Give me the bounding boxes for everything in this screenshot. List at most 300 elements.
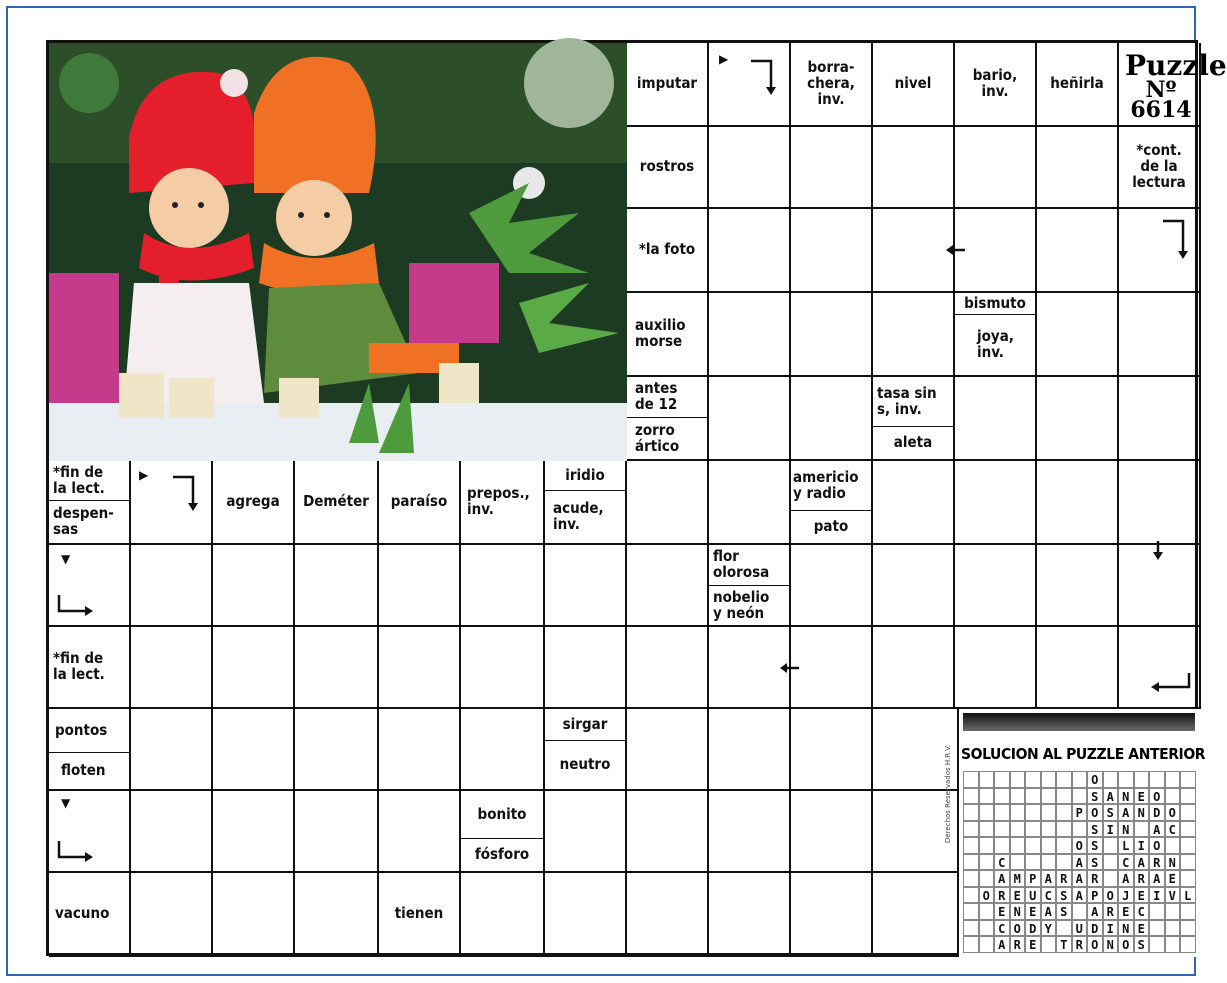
answer-cell[interactable]: [131, 545, 213, 627]
solution-cell: P: [1025, 870, 1041, 887]
clue-cell: [873, 43, 955, 127]
solution-cell: [1041, 837, 1057, 854]
solution-cell: I: [1149, 887, 1165, 904]
solution-cell: J: [1118, 887, 1134, 904]
solution-cell: A: [1072, 887, 1088, 904]
split-clue-cell: [955, 293, 1037, 377]
clue-cell: [379, 873, 461, 957]
solution-cell: A: [1072, 870, 1088, 887]
solution-cell: [1010, 854, 1026, 871]
solution-cell: A: [1134, 854, 1150, 871]
solution-heading: SOLUCION AL PUZZLE ANTERIOR: [961, 745, 1206, 763]
solution-cell: R: [1103, 903, 1119, 920]
clue-iridio: iridio: [545, 461, 625, 491]
answer-cell[interactable]: [379, 791, 461, 873]
clue-sirgar: sirgar: [545, 709, 625, 741]
solution-cell: [994, 821, 1010, 838]
clue-tasa: tasa sin s, inv.: [873, 377, 953, 427]
solution-cell: O: [1087, 936, 1103, 953]
solution-cell: [1180, 837, 1196, 854]
arrow-down-icon: ▼: [61, 796, 71, 810]
solution-cell: [979, 804, 995, 821]
answer-cell[interactable]: [873, 127, 955, 209]
copyright-credit: Derechos Reservados H.R.V.: [944, 744, 952, 843]
solution-cell: O: [1087, 804, 1103, 821]
clue-pato: pato: [813, 517, 849, 536]
solution-cell: N: [1165, 854, 1181, 871]
solution-cell: [1056, 920, 1072, 937]
answer-cell[interactable]: [709, 209, 791, 293]
solution-cell: R: [1072, 936, 1088, 953]
clue-cell: [627, 293, 709, 377]
answer-cell[interactable]: [955, 461, 1037, 545]
split-clue-cell: [545, 461, 627, 545]
clue-cell: [295, 461, 379, 545]
solution-cell: [1180, 804, 1196, 821]
arrow-left-icon: [779, 661, 801, 675]
answer-cell[interactable]: [1119, 293, 1201, 377]
split-clue-cell: [49, 461, 131, 545]
solution-cell: [1134, 771, 1150, 788]
solution-cell: D: [1025, 920, 1041, 937]
solution-cell: N: [1010, 903, 1026, 920]
clue-cell: [1037, 43, 1119, 127]
clue-rostros: rostros: [639, 157, 695, 176]
solution-cell: N: [1103, 936, 1119, 953]
answer-cell[interactable]: [213, 545, 295, 627]
solution-cell: T: [1056, 936, 1072, 953]
solution-cell: [1056, 837, 1072, 854]
solution-cell: O: [1072, 837, 1088, 854]
solution-cell: A: [994, 936, 1010, 953]
solution-cell: C: [1134, 903, 1150, 920]
solution-cell: [1041, 771, 1057, 788]
solution-cell: [1041, 936, 1057, 953]
clue-vacuno: vacuno: [55, 904, 110, 923]
solution-cell: [1180, 920, 1196, 937]
split-clue-cell: [873, 377, 955, 461]
solution-cell: [1149, 936, 1165, 953]
solution-cell: A: [1149, 821, 1165, 838]
answer-cell[interactable]: [1037, 461, 1119, 545]
solution-cell: O: [1010, 920, 1026, 937]
solution-cell: [963, 804, 979, 821]
solution-cell: [1041, 854, 1057, 871]
answer-cell[interactable]: [545, 627, 627, 709]
clue-bario: bario, inv.: [972, 66, 1018, 100]
arrow-down-icon: ▼: [61, 552, 71, 566]
clue-la-foto: *la foto: [638, 240, 696, 259]
solution-cell: [1056, 771, 1072, 788]
solution-cell: [979, 821, 995, 838]
answer-cell[interactable]: [709, 127, 791, 209]
solution-cell: E: [1118, 903, 1134, 920]
answer-cell[interactable]: [873, 627, 955, 709]
solution-cell: E: [994, 903, 1010, 920]
split-clue-cell: [791, 461, 873, 545]
answer-cell[interactable]: [791, 293, 873, 377]
solution-cell: A: [1149, 870, 1165, 887]
solution-cell: S: [1103, 804, 1119, 821]
solution-cell: [1103, 854, 1119, 871]
clue-paraiso: paraíso: [390, 492, 448, 511]
arrow-down-turn-icon: [1161, 217, 1191, 261]
answer-cell[interactable]: [627, 545, 709, 627]
answer-cell[interactable]: [709, 873, 791, 957]
solution-cell: N: [1118, 920, 1134, 937]
clue-cell: [955, 43, 1037, 127]
answer-cell[interactable]: [1037, 209, 1119, 293]
answer-cell[interactable]: [791, 709, 873, 791]
answer-cell[interactable]: [709, 377, 791, 461]
clue-cell: [461, 461, 545, 545]
clue-pontos: pontos: [49, 709, 129, 753]
solution-cell: [1025, 854, 1041, 871]
solution-cell: A: [1118, 804, 1134, 821]
solution-cell: O: [1118, 936, 1134, 953]
solution-cell: [1180, 854, 1196, 871]
solution-cell: [1180, 870, 1196, 887]
solution-cell: [1165, 903, 1181, 920]
answer-cell[interactable]: [955, 545, 1037, 627]
split-clue-cell: [627, 377, 709, 461]
solution-cell: [1165, 771, 1181, 788]
answer-cell[interactable]: [213, 627, 295, 709]
solution-cell: [1056, 821, 1072, 838]
clue-borrachera: borra- chera, inv.: [807, 58, 855, 108]
answer-cell[interactable]: [955, 377, 1037, 461]
solution-cell: [963, 854, 979, 871]
answer-cell[interactable]: [627, 461, 709, 545]
split-clue-cell: [461, 791, 545, 873]
answer-cell[interactable]: [873, 873, 959, 957]
arrow-right-turn-icon: [55, 839, 95, 865]
solution-cell: [1056, 804, 1072, 821]
solution-cell: R: [1010, 936, 1026, 953]
solution-cell: C: [994, 920, 1010, 937]
solution-cell: [1056, 788, 1072, 805]
solution-cell: Y: [1041, 920, 1057, 937]
clue-cell: [627, 209, 709, 293]
clue-fin-lect-2: *fin de la lect.: [53, 649, 105, 683]
answer-cell[interactable]: [955, 627, 1037, 709]
clue-henirla: heñirla: [1050, 74, 1104, 93]
answer-cell[interactable]: [873, 293, 955, 377]
answer-cell[interactable]: [791, 791, 873, 873]
answer-cell[interactable]: [791, 377, 873, 461]
answer-cell[interactable]: [461, 627, 545, 709]
clue-zorro: zorro ártico: [635, 420, 680, 455]
solution-cell: [979, 936, 995, 953]
solution-cell: [1103, 771, 1119, 788]
solution-cell: [979, 920, 995, 937]
solution-cell: [1165, 920, 1181, 937]
solution-cell: [979, 870, 995, 887]
solution-cell: [1010, 837, 1026, 854]
solution-cell: D: [1149, 804, 1165, 821]
answer-cell[interactable]: [627, 709, 709, 791]
answer-cell[interactable]: [379, 627, 461, 709]
solution-cell: A: [1118, 870, 1134, 887]
clue-fosforo: fósforo: [474, 845, 530, 864]
clue-flor: flor olorosa: [709, 545, 789, 586]
arrow-cell: [131, 461, 213, 545]
answer-cell[interactable]: [131, 709, 213, 791]
answer-cell[interactable]: [295, 627, 379, 709]
arrow-cell: [49, 791, 131, 873]
answer-cell[interactable]: [213, 873, 295, 957]
answer-cell[interactable]: [1119, 627, 1201, 709]
solution-cell: R: [1134, 870, 1150, 887]
clue-floten: floten: [61, 761, 106, 780]
answer-cell[interactable]: [791, 209, 873, 293]
solution-cell: [1010, 771, 1026, 788]
answer-cell[interactable]: [1119, 377, 1201, 461]
answer-cell[interactable]: [461, 545, 545, 627]
solution-cell: A: [1041, 870, 1057, 887]
clue-neutro: neutro: [559, 755, 611, 774]
solution-cell: A: [994, 870, 1010, 887]
clue-cell: [379, 461, 461, 545]
answer-cell[interactable]: [213, 709, 295, 791]
solution-cell: [1025, 804, 1041, 821]
solution-cell: [1072, 771, 1088, 788]
answer-cell[interactable]: [873, 209, 955, 293]
solution-cell: [1010, 788, 1026, 805]
solution-cell: [994, 788, 1010, 805]
answer-cell[interactable]: [709, 709, 791, 791]
solution-cell: [1010, 821, 1026, 838]
solution-cell: S: [1087, 837, 1103, 854]
answer-cell[interactable]: [131, 873, 213, 957]
solution-cell: I: [1134, 837, 1150, 854]
answer-cell[interactable]: [295, 545, 379, 627]
answer-cell[interactable]: [1119, 209, 1201, 293]
solution-header-bar: [963, 713, 1195, 731]
answer-cell[interactable]: [709, 461, 791, 545]
clue-cell: [213, 461, 295, 545]
solution-cell: L: [1118, 837, 1134, 854]
solution-cell: V: [1165, 887, 1181, 904]
arrow-right-icon: ▶: [139, 468, 149, 482]
arrow-left-turn-icon: [1149, 671, 1193, 695]
clue-cell: [1119, 127, 1201, 209]
solution-cell: R: [994, 887, 1010, 904]
solution-cell: [1180, 788, 1196, 805]
clue-acude: acude, inv.: [553, 499, 604, 533]
answer-cell[interactable]: [1119, 461, 1201, 545]
solution-cell: [1025, 788, 1041, 805]
clue-tienen: tienen: [394, 904, 444, 923]
clue-imputar: imputar: [636, 74, 698, 93]
answer-cell[interactable]: [709, 791, 791, 873]
answer-cell[interactable]: [545, 873, 627, 957]
solution-cell: A: [1041, 903, 1057, 920]
solution-cell: I: [1103, 920, 1119, 937]
solution-cell: [1149, 920, 1165, 937]
solution-cell: S: [1056, 903, 1072, 920]
solution-cell: [979, 837, 995, 854]
solution-cell: [1103, 837, 1119, 854]
christmas-dolls-illustration: [49, 43, 627, 461]
split-clue-cell: [545, 709, 627, 791]
solution-cell: O: [1149, 837, 1165, 854]
solution-cell: [1025, 821, 1041, 838]
solution-cell: S: [1087, 788, 1103, 805]
answer-cell[interactable]: [295, 791, 379, 873]
solution-cell: A: [1103, 788, 1119, 805]
clue-nobelio: nobelio y neón: [713, 587, 770, 622]
clue-agrega: agrega: [226, 492, 280, 511]
solution-cell: A: [1072, 854, 1088, 871]
solution-cell: [1180, 936, 1196, 953]
puzzle-photo: [49, 43, 627, 461]
solution-cell: R: [1056, 870, 1072, 887]
solution-cell: [1149, 903, 1165, 920]
solution-cell: N: [1118, 821, 1134, 838]
answer-cell[interactable]: [1037, 545, 1119, 627]
clue-americio: americio y radio: [791, 461, 871, 511]
solution-cell: [1180, 821, 1196, 838]
solution-cell: O: [1087, 771, 1103, 788]
answer-cell[interactable]: [627, 791, 709, 873]
solution-cell: [1149, 771, 1165, 788]
answer-cell[interactable]: [1037, 377, 1119, 461]
answer-cell[interactable]: [791, 127, 873, 209]
solution-cell: R: [1087, 870, 1103, 887]
split-clue-cell: [49, 709, 131, 791]
solution-cell: M: [1010, 870, 1026, 887]
clue-fin-lect-1: *fin de la lect.: [49, 461, 129, 501]
clue-cell: [791, 43, 873, 127]
solution-cell: [1025, 837, 1041, 854]
answer-cell[interactable]: [1037, 293, 1119, 377]
answer-cell[interactable]: [627, 873, 709, 957]
answer-cell[interactable]: [131, 791, 213, 873]
answer-cell[interactable]: [461, 873, 545, 957]
answer-cell[interactable]: [873, 461, 955, 545]
solution-cell: S: [1056, 887, 1072, 904]
solution-cell: [1103, 870, 1119, 887]
solution-cell: N: [1134, 804, 1150, 821]
answer-cell[interactable]: [1037, 127, 1119, 209]
solution-cell: [963, 788, 979, 805]
solution-cell: [1041, 821, 1057, 838]
arrow-right-icon: ▶: [719, 52, 729, 66]
clue-bismuto: bismuto: [955, 293, 1035, 315]
answer-cell[interactable]: [545, 545, 627, 627]
solution-cell: [1118, 771, 1134, 788]
solution-cell: O: [1165, 804, 1181, 821]
solution-cell: O: [1149, 788, 1165, 805]
clue-cell: [49, 627, 131, 709]
arrow-right-turn-icon: [55, 593, 95, 619]
answer-cell[interactable]: [709, 293, 791, 377]
puzzle-board: [46, 40, 1227, 956]
solution-cell: [963, 887, 979, 904]
solution-cell: [1165, 936, 1181, 953]
answer-cell[interactable]: [379, 709, 461, 791]
arrow-down-turn-icon: [749, 57, 779, 97]
solution-cell: [1180, 903, 1196, 920]
answer-cell[interactable]: [1119, 545, 1201, 627]
puzzle-number: Nº 6614: [1130, 76, 1192, 124]
clue-joya: joya, inv.: [977, 327, 1014, 361]
solution-cell: [1072, 788, 1088, 805]
solution-cell: [1010, 804, 1026, 821]
clue-despensas: despen- sas: [53, 504, 114, 538]
answer-cell[interactable]: [379, 545, 461, 627]
answer-cell[interactable]: [213, 791, 295, 873]
clue-prepos: prepos., inv.: [467, 484, 530, 518]
solution-cell: E: [1134, 887, 1150, 904]
clue-antes12: antes de 12: [627, 377, 707, 418]
solution-cell: C: [994, 854, 1010, 871]
solution-cell: C: [1118, 854, 1134, 871]
answer-cell[interactable]: [791, 627, 873, 709]
answer-cell[interactable]: [955, 209, 1037, 293]
arrow-left-icon: [945, 243, 967, 257]
answer-cell[interactable]: [873, 545, 955, 627]
clue-cell: [627, 43, 709, 127]
solution-cell: R: [1149, 854, 1165, 871]
solution-cell: C: [1165, 821, 1181, 838]
solution-cell: [979, 903, 995, 920]
solution-cell: E: [1025, 936, 1041, 953]
answer-cell[interactable]: [295, 873, 379, 957]
answer-cell[interactable]: [461, 709, 545, 791]
clue-demeter: Deméter: [303, 492, 369, 511]
solution-cell: [963, 821, 979, 838]
solution-cell: U: [1025, 887, 1041, 904]
solution-cell: [963, 870, 979, 887]
solution-cell: D: [1087, 920, 1103, 937]
solution-cell: [963, 903, 979, 920]
solution-cell: [979, 854, 995, 871]
solution-cell: [1041, 788, 1057, 805]
arrow-cell: [49, 545, 131, 627]
clue-cell: [627, 127, 709, 209]
solution-cell: [963, 837, 979, 854]
answer-cell[interactable]: [545, 791, 627, 873]
puzzle-title-word: Puzzle: [1125, 49, 1227, 82]
solution-cell: [1056, 854, 1072, 871]
answer-cell[interactable]: [791, 545, 873, 627]
solution-cell: P: [1087, 887, 1103, 904]
solution-cell: [963, 936, 979, 953]
solution-cell: E: [1010, 887, 1026, 904]
answer-cell[interactable]: [1037, 627, 1119, 709]
answer-cell[interactable]: [955, 127, 1037, 209]
answer-cell[interactable]: [295, 709, 379, 791]
solution-cell: C: [1041, 887, 1057, 904]
solution-cell: [1041, 804, 1057, 821]
solution-cell: [994, 837, 1010, 854]
solution-cell: [1165, 837, 1181, 854]
solution-cell: [979, 771, 995, 788]
clue-cell: [49, 873, 131, 957]
solution-cell: [1025, 771, 1041, 788]
answer-cell[interactable]: [131, 627, 213, 709]
solution-cell: [963, 771, 979, 788]
answer-cell[interactable]: [791, 873, 873, 957]
solution-cell: L: [1180, 887, 1196, 904]
answer-cell[interactable]: [627, 627, 709, 709]
solution-cell: E: [1134, 788, 1150, 805]
solution-cell: P: [1072, 804, 1088, 821]
solution-cell: [1072, 821, 1088, 838]
solution-cell: E: [1025, 903, 1041, 920]
